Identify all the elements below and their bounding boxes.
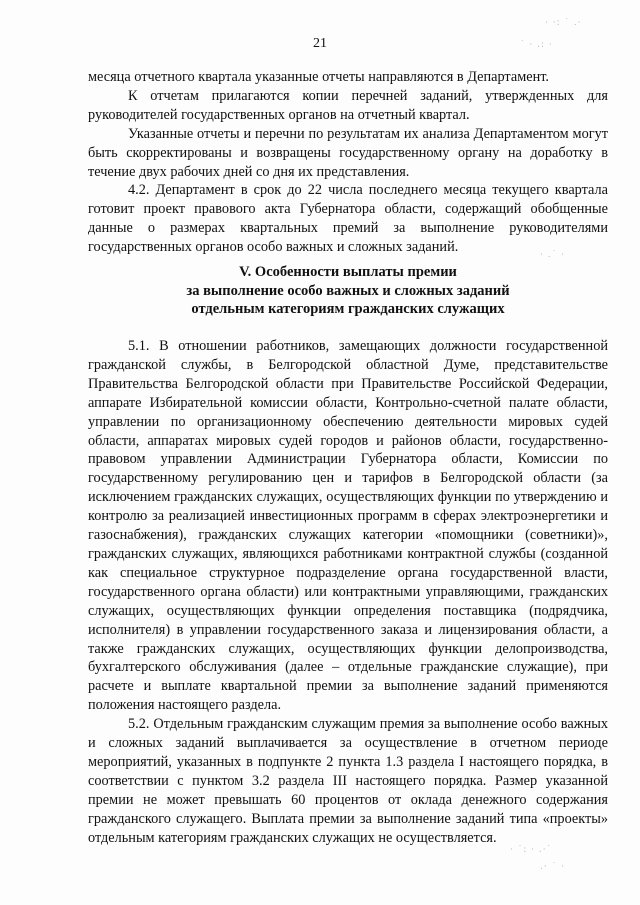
paragraph-5-2: 5.2. Отдельным гражданским служащим премия за выполнение особо важных и сложных заданий выплачивается за осуществление в отчетном периоде мероприятий, указанных в подпункте 2 пункта 1.3 раздела I настоящего порядка, в соответствии с пунктом 3.2 раздела III настоящего порядка. Размер указанной премии не может превышать 60 процентов от оклада денежного содержания гражданского служащего. Выплата премии за выполнение заданий типа «проекты» отдельным категориям гражданских служащих не осуществляется. [88,716,608,846]
page-number: 21 [313,36,327,51]
paragraph-continuation: месяца отчетного квартала указанные отчеты направляются в Департамент. [88,69,549,85]
scan-noise: · ˙: · .·˙ [510,845,553,855]
section-heading [88,263,608,319]
scan-noise: · ·: ˙ .· [545,18,582,28]
section-text-block [88,337,608,847]
scan-noise: .· ˙ · [540,862,565,872]
section-heading-line-1: V. Особенности выплаты премии [239,264,457,280]
scan-noise: ˙ · .: · [520,40,553,50]
paragraph-4-2: 4.2. Департамент в срок до 22 числа последнего месяца текущего квартала готовит проект правового акта Губернатора области, содержащий обобщенные данные о размерах квартальных премий за выполнение руководителями государственных органов особо важных и сложных заданий. [88,182,608,256]
intro-text-block [88,68,608,257]
paragraph-reports-correction: Указанные отчеты и перечни по результатам их анализа Департаментом могут быть скорректированы и возвращены государственному органу на доработку в течение двух рабочих дней со дня их представления. [88,125,608,180]
paragraph-reports-attachments: К отчетам прилагаются копии перечней заданий, утвержденных для руководителей государственных органов на отчетный квартал. [88,87,608,123]
section-heading-line-2: за выполнение особо важных и сложных заданий [186,282,510,299]
section-heading-line-3: отдельным категориям гражданских служащих [191,301,505,318]
paragraph-5-1: 5.1. В отношении работников, замещающих должности государственной гражданской службы, в Белгородской областной Думе, представительстве Правительства Белгородской области при Правительстве Российской Федерации, аппарате Избирательной комиссии области, Контрольно-счетной палате области, управлении по организационному обеспечению деятельности мировых судей области, аппаратах мировых судей городов и районов области, государственно-правовом управлении Администрации Губернатора области, Комиссии по государственному регулированию цен и тарифов в Белгородской области (за исключением гражданских служащих, осуществляющих функции по утверждению и контролю за реализацией инвестиционных программ в сферах электроэнергетики и газоснабжения), гражданских служащих категории «помощники (советники)», гражданских служащих, являющихся работниками контрактной службы (созданной как специальное структурное подразделение органа государственной власти, государственного органа области) или контрактными управляющими, гражданских служащих, осуществляющих функции определения поставщика (подрядчика, исполнителя) в управлении государственного заказа и лицензирования области, а также гражданских служащих, осуществляющих функции делопроизводства, бухгалтерского обслуживания (далее – отдельные гражданские служащие), при расчете и выплате квартальной премии за выполнение заданий применяются положения настоящего раздела. [88,338,608,714]
scan-noise: · .˙ · [540,250,565,260]
